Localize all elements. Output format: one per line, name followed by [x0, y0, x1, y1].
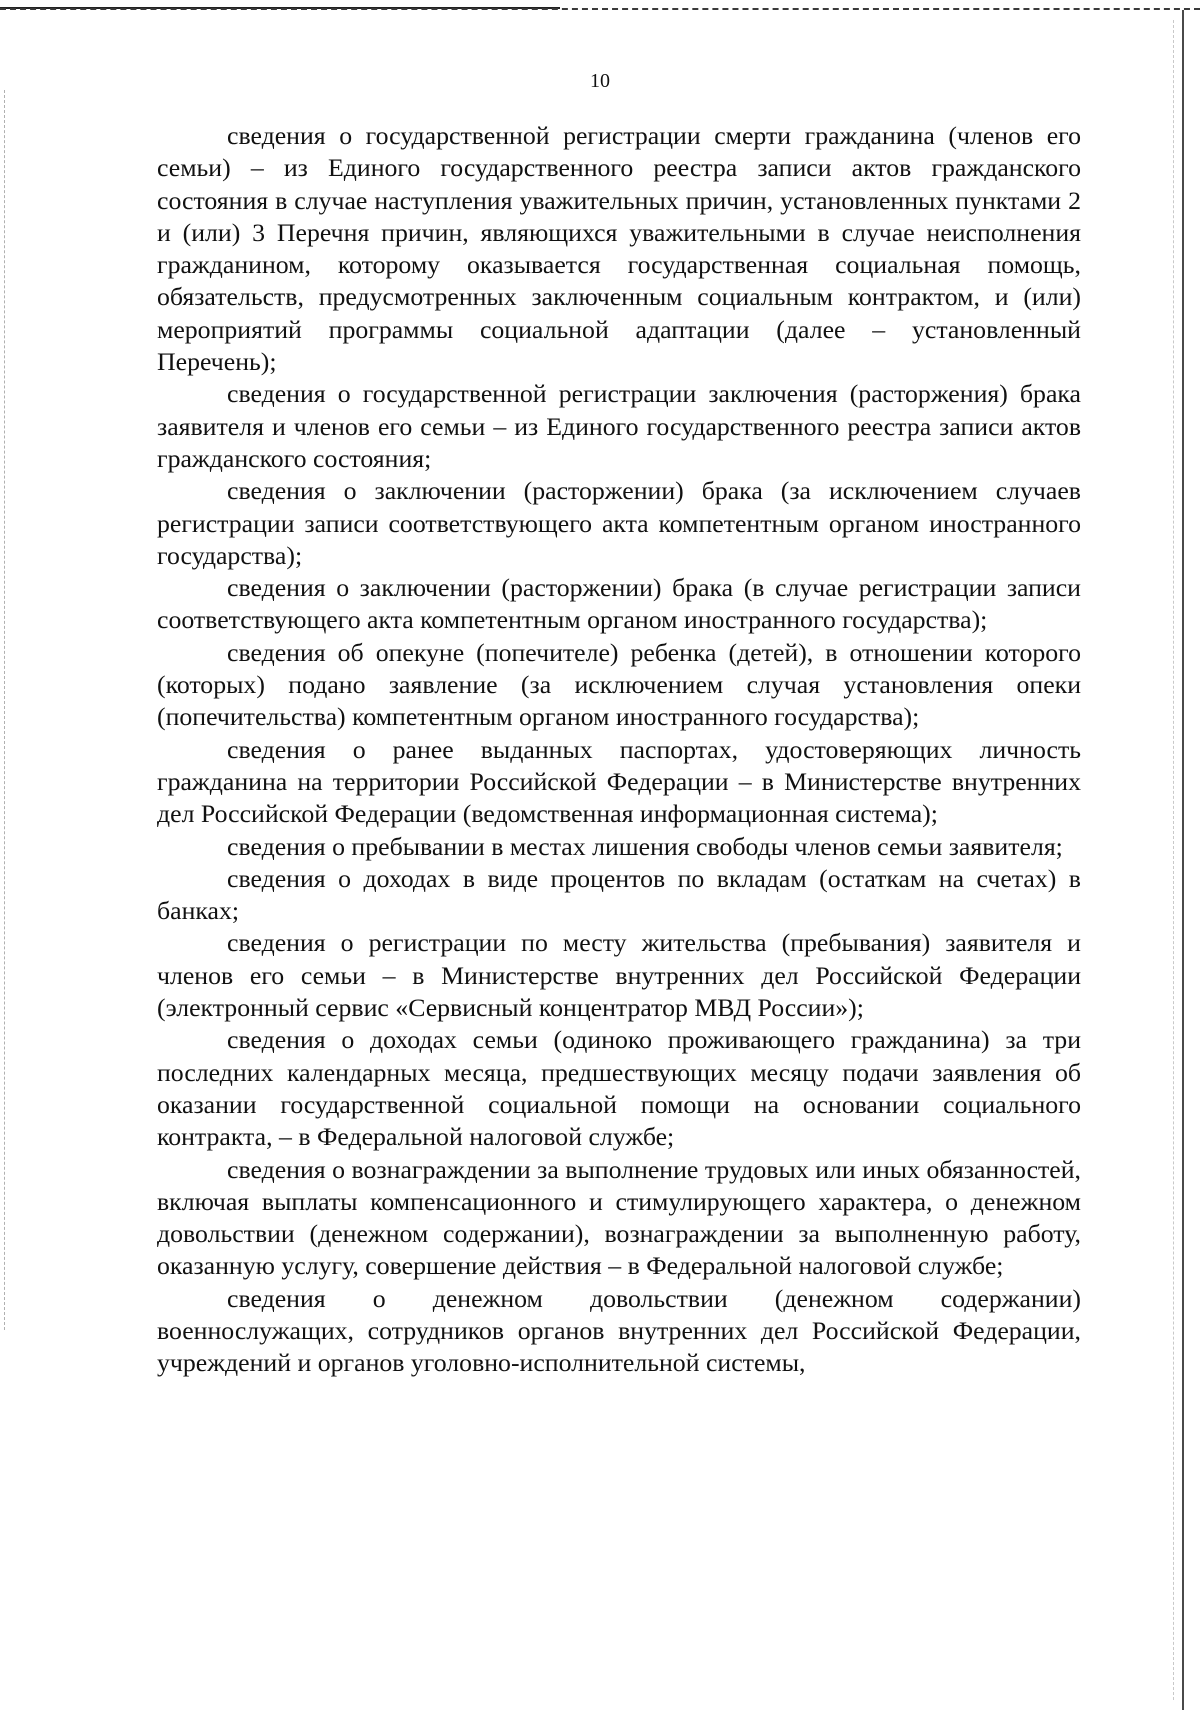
paragraph-death-registration: сведения о государственной регистрации смерти гражданина (членов его семьи) – из Единого государственного реестра записи актов гражданского состояния в случае наступления уважительных причин, установленных пунктами 2 и (или) 3 Перечня причин, являющихся уважительными в случае неисполнения гражданином, которому оказывается государственная социальная помощь, обязательств, предусмотренных заключенным социальным контрактом, и (или) мероприятий программы социальной адаптации (далее – установленный Перечень);: [157, 121, 1081, 377]
scan-edge-right-inner: [1173, 20, 1174, 1700]
scan-edge-top-solid: [0, 7, 560, 9]
paragraph-family-income: сведения о доходах семьи (одиноко проживающего гражданина) за три последних календарных месяца, предшествующих месяцу подачи заявления об оказании государственной социальной помощи на основании социального контракта, – в Федеральной налоговой службе;: [157, 1025, 1081, 1152]
scan-edge-left: [4, 90, 5, 1330]
paragraph-marriage-registration: сведения о государственной регистрации заключения (расторжения) брака заявителя и членов его семьи – из Единого государственного реестра записи актов гражданского состояния;: [157, 379, 1081, 473]
scan-edge-right: [1182, 10, 1184, 1710]
paragraph-marriage-foreign: сведения о заключении (расторжении) брака (в случае регистрации записи соответствующего акта компетентным органом иностранного государства);: [157, 573, 1081, 635]
paragraph-passports: сведения о ранее выданных паспортах, удостоверяющих личность гражданина на территории Российской Федерации – в Министерстве внутренних дел Российской Федерации (ведомственная информационная система);: [157, 734, 1081, 829]
paragraph-residence-registration: сведения о регистрации по месту жительства (пребывания) заявителя и членов его семьи – в Министерстве внутренних дел Российской Федерации (электронный сервис «Сервисный концентратор МВД России»);: [157, 928, 1081, 1023]
paragraph-bank-interest: сведения о доходах в виде процентов по вкладам (остаткам на счетах) в банках;: [157, 863, 1081, 926]
scan-edge-top: [0, 8, 1200, 10]
paragraph-imprisonment: сведения о пребывании в местах лишения свободы членов семьи заявителя;: [227, 831, 1063, 861]
paragraph-guardian: сведения об опекуне (попечителе) ребенка (детей), в отношении которого (которых) подано заявление (за исключением случая установления опеки (попечительства) компетентным органом иностранного государства);: [157, 637, 1081, 732]
paragraph-marriage-domestic: сведения о заключении (расторжении) брака (за исключением случаев регистрации записи соответствующего акта компетентным органом иностранного государства);: [157, 476, 1081, 570]
page-number: 10: [590, 70, 610, 92]
document-body: [157, 120, 1081, 1380]
paragraph-remuneration: сведения о вознаграждении за выполнение трудовых или иных обязанностей, включая выплаты компенсационного и стимулирующего характера, о денежном довольствии (денежном содержании), вознаграждении за выполненную работу, оказанную услугу, совершение действия – в Федеральной налоговой службе;: [157, 1154, 1081, 1281]
paragraph-military-allowance: сведения о денежном довольствии (денежном содержании) военнослужащих, сотрудников органов внутренних дел Российской Федерации, учреждений и органов уголовно-исполнительной системы,: [157, 1283, 1081, 1378]
